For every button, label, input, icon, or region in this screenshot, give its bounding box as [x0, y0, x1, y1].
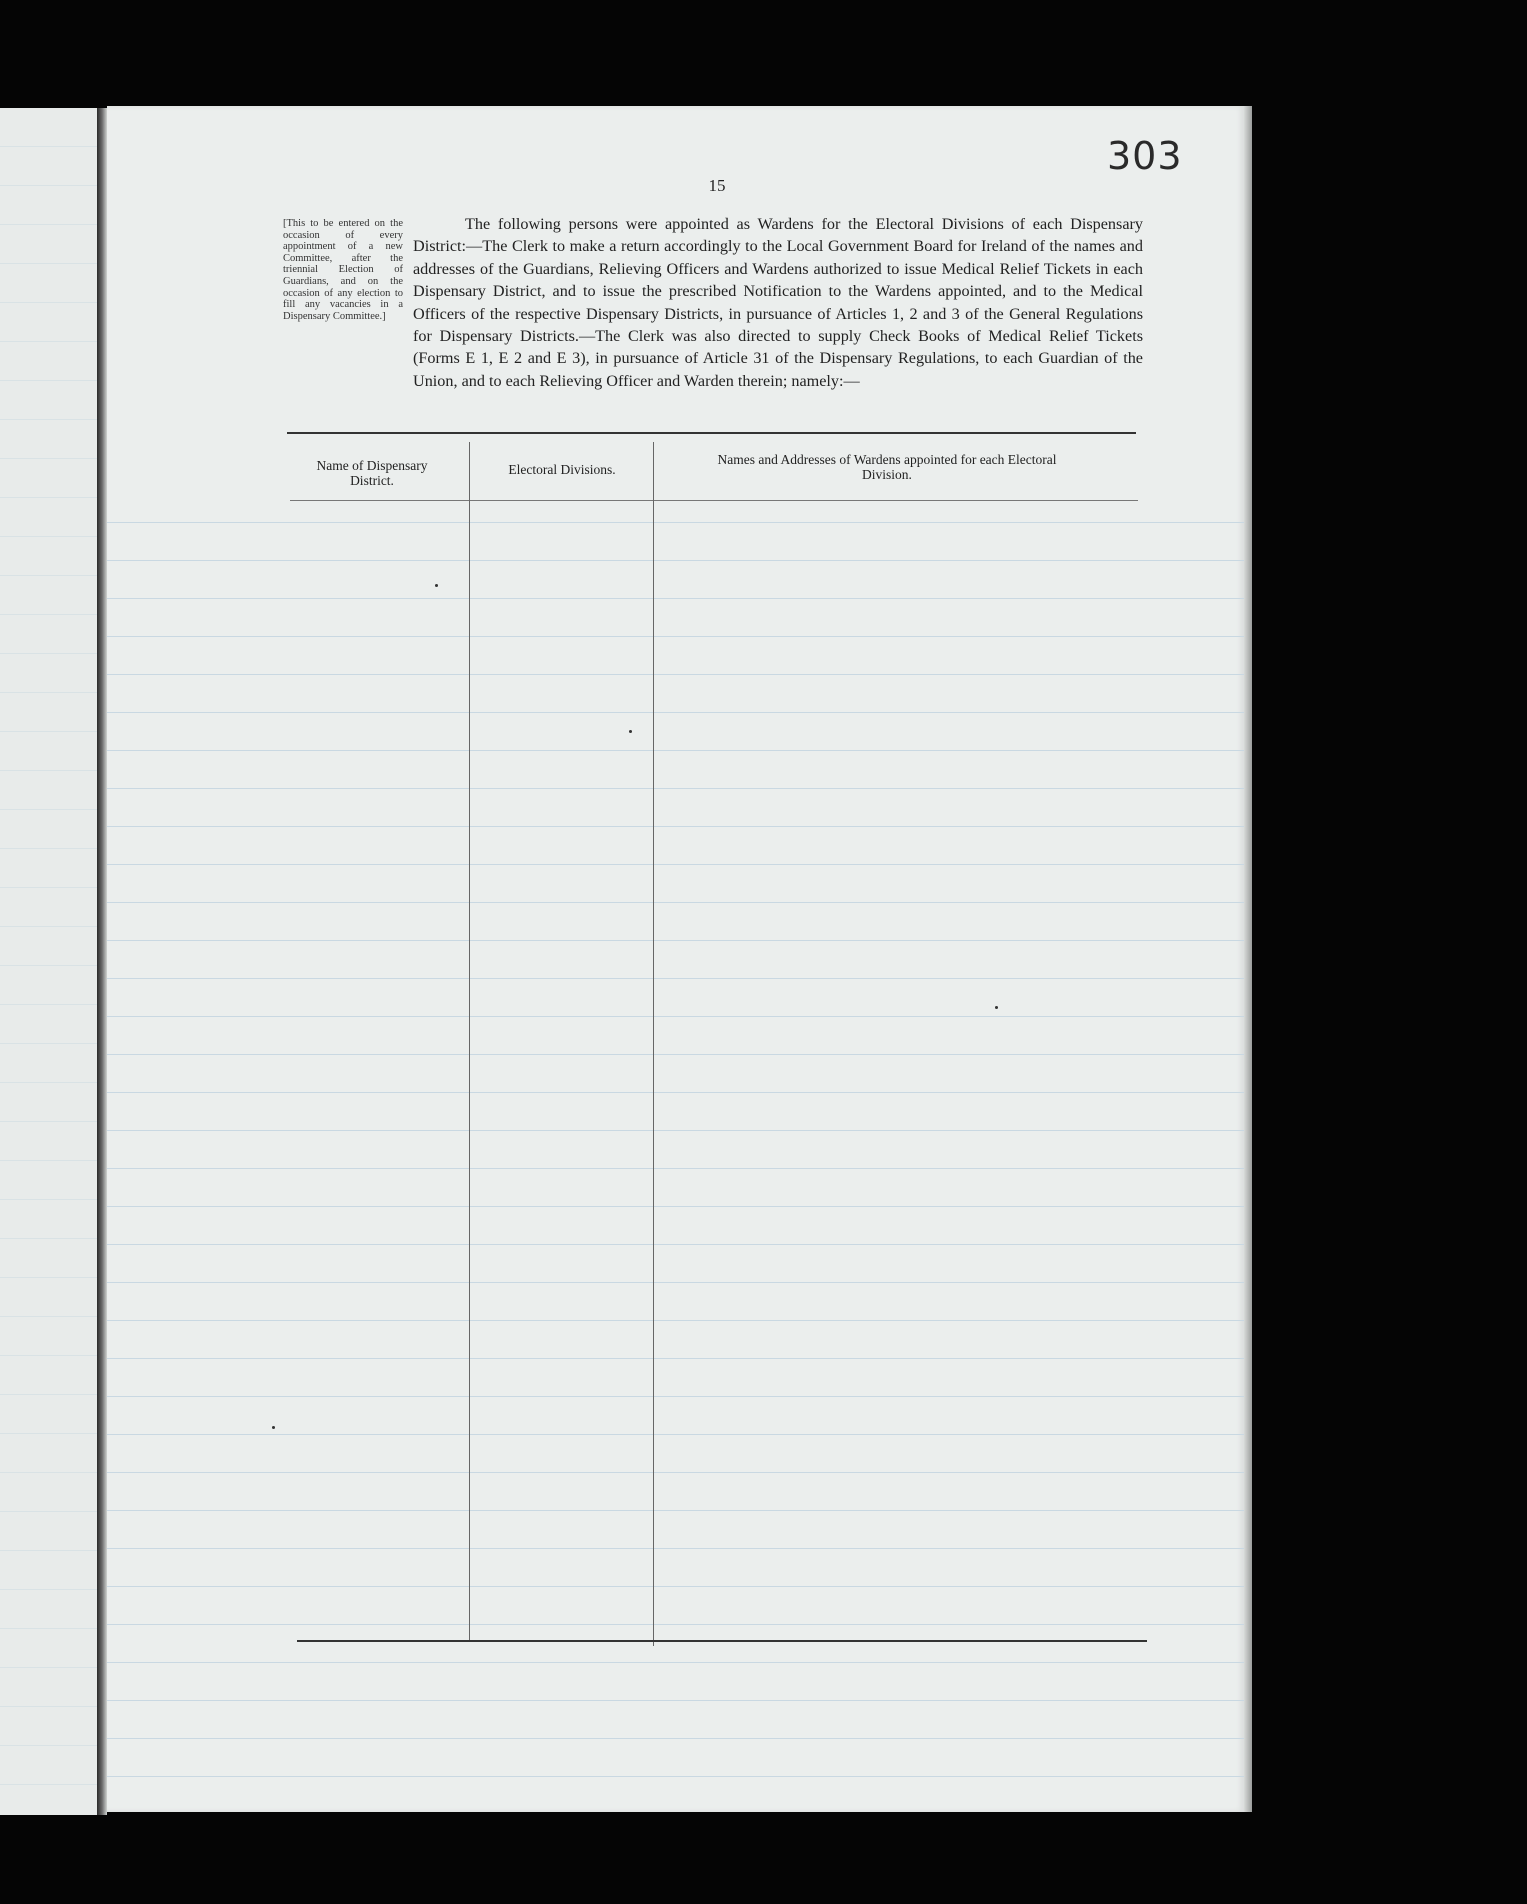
- margin-note: [This to be entered on the occasion of every appointment of a new Committee, after the triennial Election of Guardians, and on the occasion of any election to fill any vacancies in a Dispensary Committee.]: [283, 218, 403, 322]
- table-top-rule: [287, 432, 1136, 434]
- page-number: 303: [1107, 134, 1183, 178]
- column-header-wardens: Names and Addresses of Wardens appointed for each Electoral Division.: [717, 452, 1057, 482]
- table-header-rule: [290, 500, 1138, 501]
- facing-page: [0, 108, 98, 1815]
- column-divider-2: [653, 442, 654, 1646]
- column-divider-1: [469, 442, 470, 1642]
- body-paragraph: The following persons were appointed as Wardens for the Electoral Divisions of each Dispensary District:—The Clerk to make a return accordingly to the Local Government Board for Ireland of the names and addresses of the Guardians, Relieving Officers and Wardens authorized to issue Medical Relief Tickets in each Dispensary District, and to issue the prescribed Notification to the Wardens appointed, and to the Medical Officers of the respective Dispensary Districts, in pursuance of Articles 1, 2 and 3 of the General Regulations for Dispensary Districts.—The Clerk was also directed to supply Check Books of Medical Relief Tickets (Forms E 1, E 2 and E 3), in pursuance of Article 31 of the Dispensary Regulations, to each Guardian of the Union, and to each Relieving Officer and Warden therein; namely:—: [413, 215, 1143, 390]
- page-edge: [1244, 106, 1252, 1812]
- column-header-dispensary-district: Name of Dispensary District.: [316, 458, 428, 488]
- table-bottom-rule: [297, 1640, 1147, 1642]
- column-header-electoral-divisions: Electoral Divisions.: [508, 462, 616, 477]
- register-page: [107, 106, 1245, 1812]
- book-gutter: [97, 108, 107, 1815]
- printed-folio: 15: [708, 176, 726, 195]
